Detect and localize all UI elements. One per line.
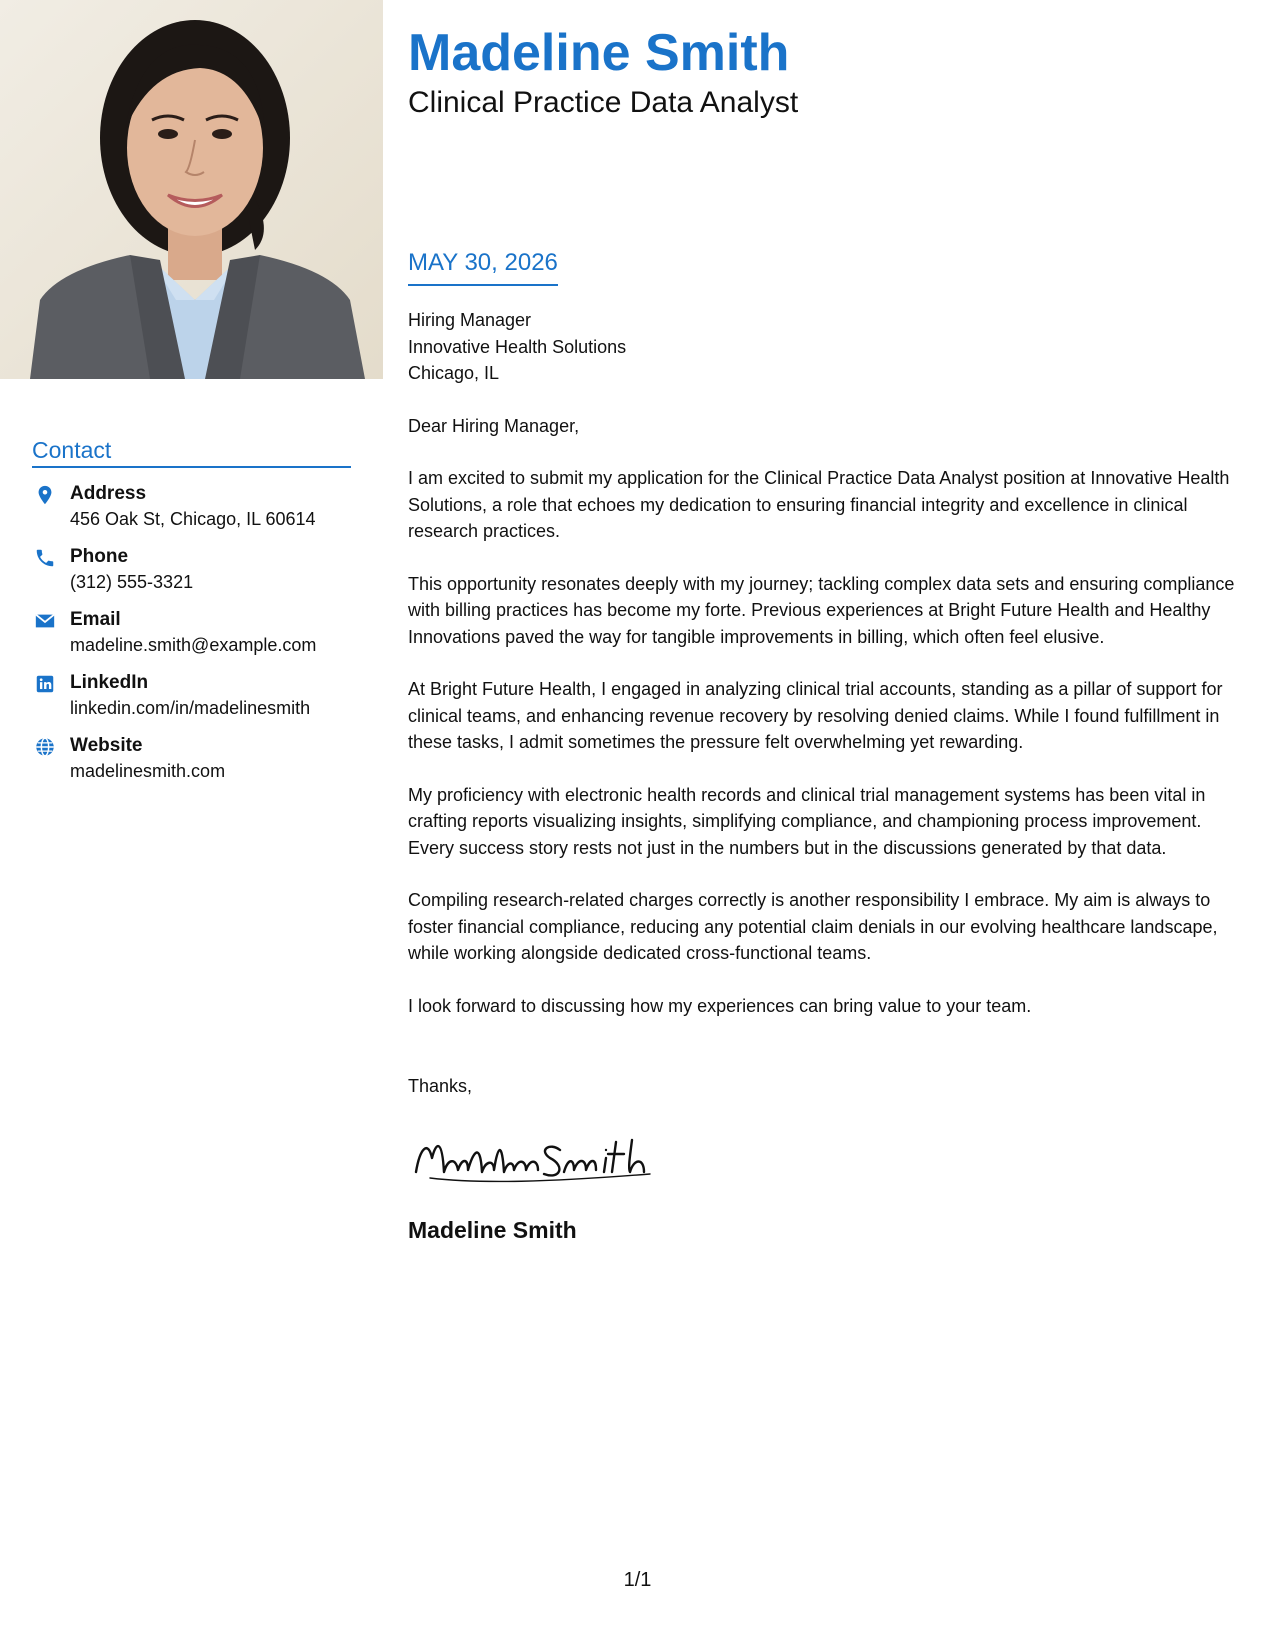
header	[408, 22, 1248, 122]
contact-item-website	[32, 734, 351, 797]
website-value[interactable]: madelinesmith.com	[70, 761, 226, 781]
linkedin-value[interactable]: linkedin.com/in/madelinesmith	[70, 698, 311, 718]
contact-item-linkedin	[32, 671, 351, 734]
linkedin-icon	[34, 673, 56, 695]
contact-label: LinkedIn	[70, 672, 149, 693]
contact-heading: Contact	[32, 437, 351, 468]
phone-icon	[34, 547, 56, 569]
handwritten-signature	[410, 1128, 670, 1188]
signer-name: Madeline Smith	[408, 1217, 577, 1243]
email-value[interactable]: madeline.smith@example.com	[70, 635, 317, 655]
recipient-line: Chicago, IL	[408, 363, 500, 383]
address-value: 456 Oak St, Chicago, IL 60614	[70, 509, 316, 529]
recipient-block	[408, 307, 1252, 387]
paragraph: I look forward to discussing how my experiences can bring value to your team.	[408, 995, 1032, 1016]
paragraph: This opportunity resonates deeply with my journey; tackling complex data sets and ensuring compliance with billing practices has become my forte. Previous experiences at Bright Future Health and Healthy Innovations paved the way for tangible improvements in billing, which often feel elusive.	[408, 573, 1235, 647]
contact-section	[32, 437, 351, 797]
phone-value: (312) 555-3321	[70, 572, 194, 592]
paragraph: My proficiency with electronic health records and clinical trial management systems has been vital in crafting reports visualizing insights, simplifying compliance, and championing process improvement. Every success story rests not just in the numbers but in the discussions generated by that data.	[408, 784, 1206, 858]
salutation: Dear Hiring Manager,	[408, 415, 580, 436]
applicant-name: Madeline Smith	[408, 24, 790, 82]
profile-photo	[0, 0, 383, 379]
letter-body	[408, 307, 1252, 1045]
closing: Thanks,	[408, 1076, 473, 1096]
contact-item-email	[32, 608, 351, 671]
contact-label: Phone	[70, 546, 129, 567]
letter-date: MAY 30, 2026	[408, 248, 558, 286]
paragraph: I am excited to submit my application for the Clinical Practice Data Analyst position at Innovative Health Solutions, a role that echoes my dedication to ensuring financial integrity and excellence in clinical research practices.	[408, 468, 1230, 541]
contact-label: Address	[70, 483, 147, 504]
paragraph: At Bright Future Health, I engaged in analyzing clinical trial accounts, standing as a pillar of support for clinical teams, and enhancing revenue recovery by resolving denied claims. While I found fulfillment in these tasks, I admit sometimes the pressure felt overwhelming yet rewarding.	[408, 679, 1223, 752]
paragraph: Compiling research-related charges correctly is another responsibility I embrace. My aim is always to foster financial compliance, reducing any potential claim denials in our evolving healthcare landscape, while working alongside dedicated cross-functional teams.	[408, 890, 1218, 963]
contact-item-address	[32, 482, 351, 545]
recipient-line: Innovative Health Solutions	[408, 336, 627, 357]
map-pin-icon	[34, 484, 56, 506]
envelope-icon	[34, 610, 56, 632]
contact-label: Website	[70, 735, 143, 756]
page-number: 1/1	[623, 1569, 652, 1591]
globe-icon	[34, 736, 56, 758]
contact-item-phone	[32, 545, 351, 608]
recipient-line: Hiring Manager	[408, 310, 532, 330]
contact-label: Email	[70, 609, 121, 630]
job-title: Clinical Practice Data Analyst	[408, 86, 799, 119]
